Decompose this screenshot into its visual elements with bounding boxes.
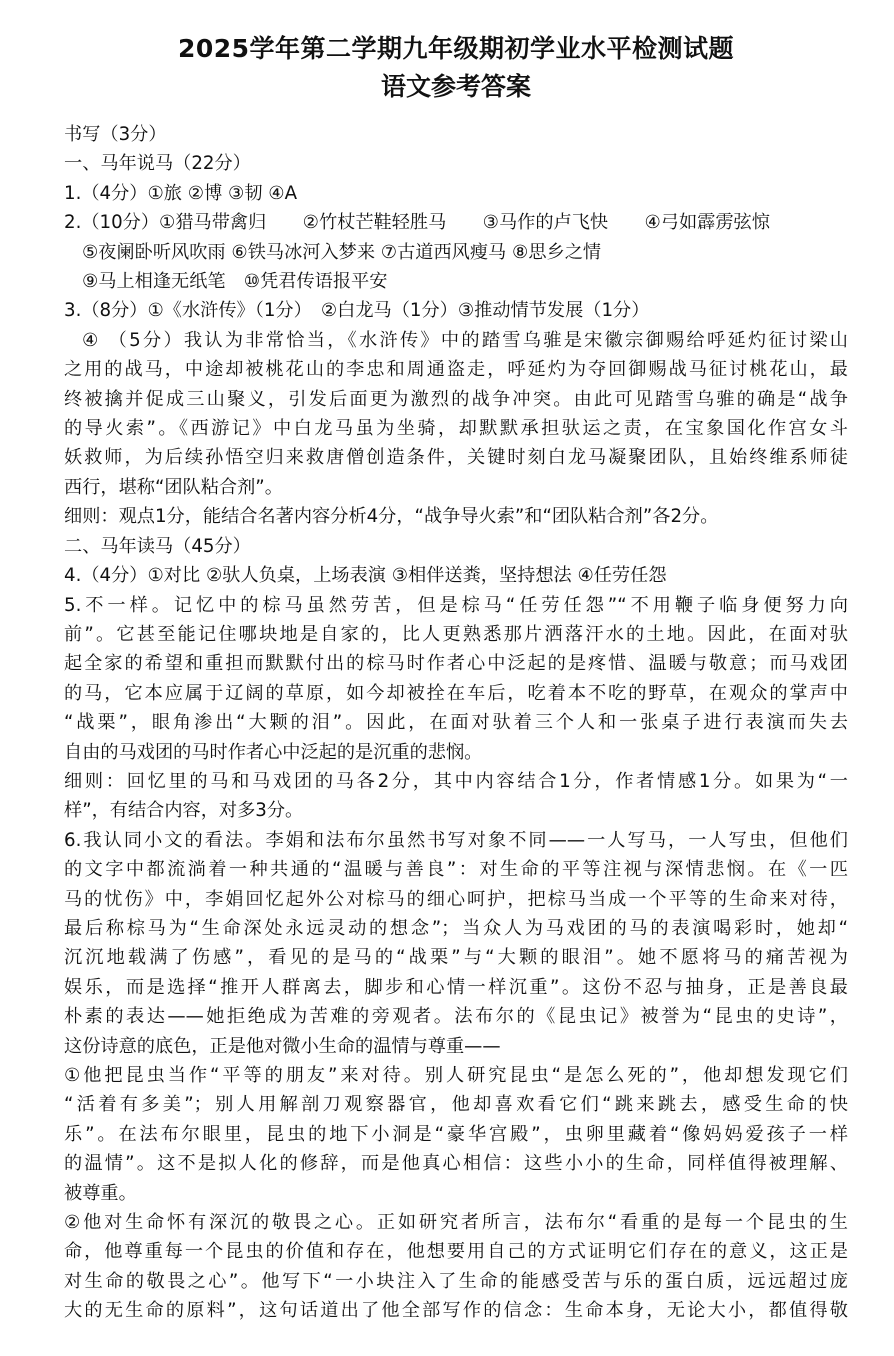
text-line: 这份诗意的底色，正是他对微小生命的温情与尊重—— bbox=[64, 1035, 501, 1057]
text-line: 西行，堪称“团队粘合剂”。 bbox=[64, 476, 283, 498]
text-line: 之用的战马，中途却被桃花山的李忠和周通盗走，呼延灼为夺回御赐战马征讨桃花山，最 bbox=[64, 359, 848, 381]
text-line: 对生命的敬畏之心”。他写下“一小块注入了生命的能感受苦与乐的蛋白质，远远超过庞 bbox=[64, 1270, 848, 1292]
text-line: 朴素的表达——她拒绝成为苦难的旁观者。法布尔的《昆虫记》被誉为“昆虫的史诗”， bbox=[64, 1006, 848, 1028]
text-line: 大的无生命的原料”，这句话道出了他全部写作的信念：生命本身，无论大小，都值得敬 bbox=[64, 1300, 848, 1322]
text-line: 的导火索”。《西游记》中白龙马虽为坐骑，却默默承担驮运之责，在宝象国化作宫女斗 bbox=[64, 418, 848, 440]
text-line: 最后称棕马为“生命深处永远灵动的想念”；当众人为马戏团的马的表演喝彩时，她却“ bbox=[64, 917, 848, 939]
text-line: 细则：观点1分，能结合名著内容分析4分，“战争导火索”和“团队粘合剂”各2分。 bbox=[64, 506, 719, 528]
text-line: 细则：回忆里的马和马戏团的马各2分，其中内容结合1分，作者情感1分。如果为“一 bbox=[64, 770, 848, 792]
text-line: 妖救师，为后续孙悟空归来救唐僧创造条件，关键时刻白龙马凝聚团队，且始终维系师徒 bbox=[64, 447, 848, 469]
text-line: 的文字中都流淌着一种共通的“温暖与善良”：对生命的平等注视与深情悲悯。在《一匹 bbox=[64, 859, 848, 881]
text-line: “战栗”，眼角渗出“大颗的泪”。因此，在面对驮着三个人和一张桌子进行表演而失去 bbox=[64, 712, 848, 734]
text-line: ④ （5分）我认为非常恰当，《水浒传》中的踏雪乌骓是宋徽宗御赐给呼延灼征讨梁山 bbox=[82, 329, 848, 351]
text-line: 4.（4分）①对比 ②驮人负桌，上场表演 ③相伴送粪，坚持想法 ④任劳任怨 bbox=[64, 565, 667, 587]
text-line: 2.（10分）①猎马带禽归 ②竹杖芒鞋轻胜马 ③马作的卢飞快 ④弓如霹雳弦惊 bbox=[64, 212, 770, 234]
text-line: 1.（4分）①旅 ②博 ③韧 ④A bbox=[64, 182, 298, 204]
text-line: 书写（3分） bbox=[64, 124, 167, 145]
text-line: 娱乐，而是选择“推开人群离去，脚步和心情一样沉重”。这份不忍与抽身，正是善良最 bbox=[64, 976, 848, 998]
text-line: 的马，它本应属于辽阔的草原，如今却被拴在车后，吃着本不吃的野草，在观众的掌声中 bbox=[64, 682, 848, 704]
section-heading: 一、马年说马（22分） bbox=[64, 153, 251, 175]
answer-body bbox=[64, 120, 848, 1326]
text-line: 起全家的希望和重担而默默付出的棕马时作者心中泛起的是疼惜、温暖与敬意；而马戏团 bbox=[64, 653, 848, 675]
text-line: ②他对生命怀有深沉的敬畏之心。正如研究者所言，法布尔“看重的是每一个昆虫的生 bbox=[64, 1212, 848, 1234]
text-line: 6.我认同小文的看法。李娟和法布尔虽然书写对象不同——一人写马，一人写虫，但他们 bbox=[64, 829, 848, 851]
text-line: 终被擒并促成三山聚义，引发后面更为激烈的战争冲突。由此可见踏雪乌骓的确是“战争 bbox=[64, 388, 848, 410]
text-line: 的温情”。这不是拟人化的修辞，而是他真心相信：这些小小的生命，同样值得被理解、 bbox=[64, 1153, 848, 1175]
text-line: “活着有多美”；别人用解剖刀观察器官，他却喜欢看它们“跳来跳去，感受生命的快 bbox=[64, 1094, 848, 1116]
text-line: 5.不一样。记忆中的棕马虽然劳苦，但是棕马“任劳任怨”“不用鞭子临身便努力向 bbox=[64, 594, 848, 616]
text-line: 沉沉地载满了伤感”，看见的是马的“战栗”与“大颗的眼泪”。她不愿将马的痛苦视为 bbox=[64, 947, 848, 969]
text-line: 前”。它甚至能记住哪块地是自家的，比人更熟悉那片洒落汗水的土地。因此，在面对驮 bbox=[64, 623, 848, 645]
text-line: 3.（8分）①《水浒传》（1分） ②白龙马（1分）③推动情节发展（1分） bbox=[64, 300, 650, 322]
text-line: 命，他尊重每一个昆虫的价值和存在，他想要用自己的方式证明它们存在的意义，这正是 bbox=[64, 1241, 848, 1263]
text-line: 被尊重。 bbox=[64, 1182, 137, 1204]
text-line: 自由的马戏团的马时作者心中泛起的是沉重的悲悯。 bbox=[64, 741, 483, 763]
text-line: 马的忧伤》中，李娟回忆起外公对棕马的细心呵护，把棕马当成一个平等的生命来对待， bbox=[64, 888, 848, 910]
section-heading: 二、马年读马（45分） bbox=[64, 535, 251, 557]
document-title: 2025学年第二学期九年级期初学业水平检测试题 bbox=[177, 34, 735, 63]
text-line: 样”，有结合内容，对多3分。 bbox=[64, 800, 304, 822]
text-line: ⑨马上相逢无纸笔 ⑩凭君传语报平安 bbox=[82, 271, 388, 293]
document-subtitle: 语文参考答案 bbox=[380, 72, 531, 101]
text-line: ⑤夜阑卧听风吹雨 ⑥铁马冰河入梦来 ⑦古道西风瘦马 ⑧思乡之情 bbox=[82, 241, 602, 263]
text-line: 乐”。在法布尔眼里，昆虫的地下小洞是“豪华宫殿”，虫卵里藏着“像妈妈爱孩子一样 bbox=[64, 1123, 848, 1145]
text-line: ①他把昆虫当作“平等的朋友”来对待。别人研究昆虫“是怎么死的”，他却想发现它们 bbox=[64, 1065, 848, 1086]
